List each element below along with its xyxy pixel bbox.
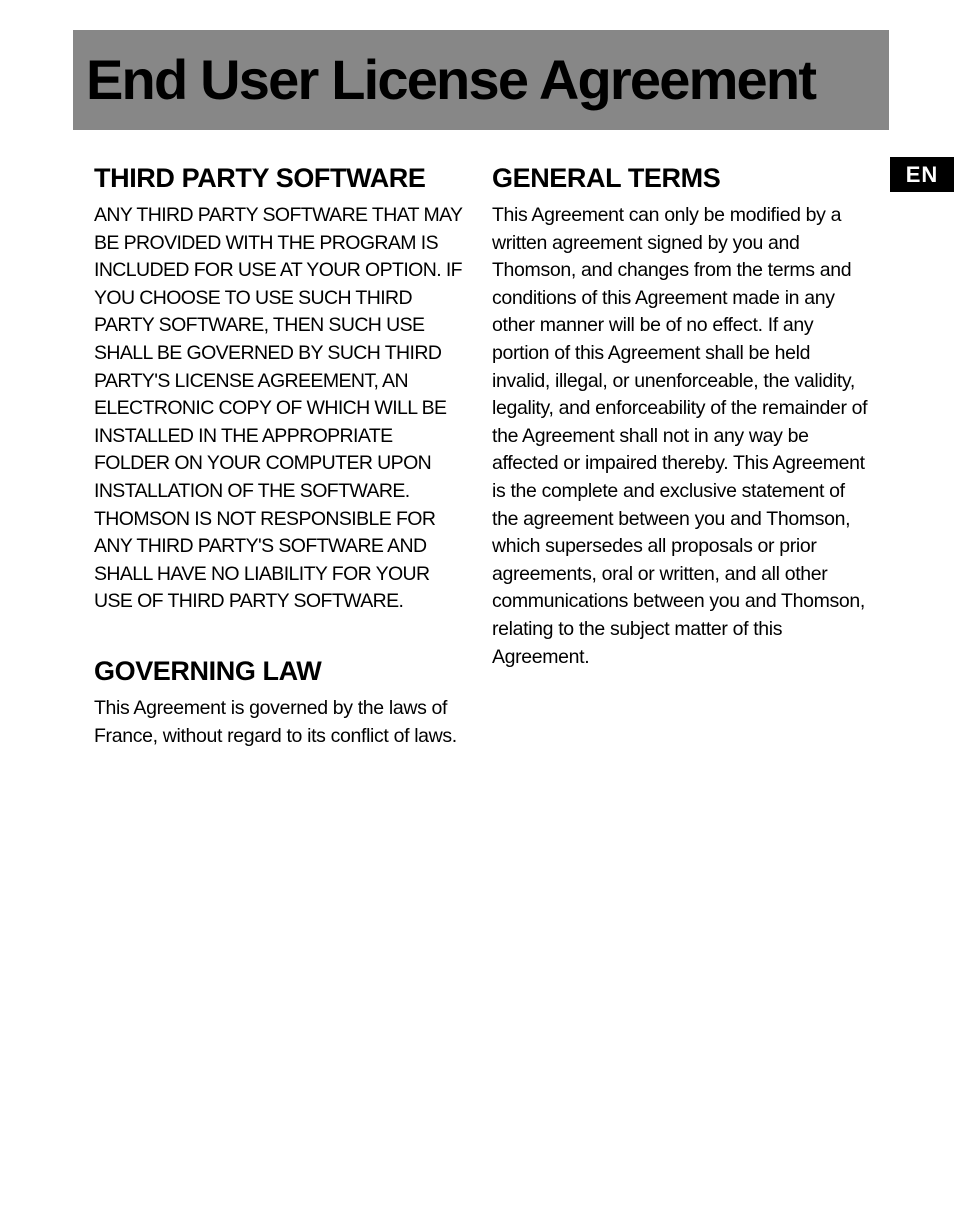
section-general-terms <box>492 162 870 671</box>
section-third-party-software <box>94 162 472 616</box>
section-heading-third-party-software: THIRD PARTY SOFTWARE <box>94 163 426 193</box>
section-body-general-terms: This Agreement can only be modified by a written agreement signed by you and Thomson, and changes from the terms and conditions of this Agreement made in any other manner will be of no effect. If any portion of this Agreement shall be held invalid, illegal, or unenforceable, the validity, legality, and enforceability of the remainder of the Agreement shall not in any way be affected or impaired thereby. This Agreement is the complete and exclusive statement of the agreement between you and Thomson, which supersedes all proposals or prior agreements, oral or written, and all other communications between you and Thomson, relating to the subject matter of this Agreement. <box>492 204 868 668</box>
left-column <box>94 162 472 750</box>
language-tab: EN <box>890 157 954 192</box>
section-body-governing-law: This Agreement is governed by the laws of France, without regard to its conflict of laws. <box>94 696 457 747</box>
section-governing-law <box>94 655 472 750</box>
section-body-third-party-software: ANY THIRD PARTY SOFTWARE THAT MAY BE PROVIDED WITH THE PROGRAM IS INCLUDED FOR USE AT YOUR OPTION. IF YOU CHOOSE TO USE SUCH THIRD PARTY SOFTWARE, THEN SUCH USE SHALL BE GOVERNED BY SUCH THIRD PARTY'S LICENSE AGREEMENT, AN ELECTRONIC COPY OF WHICH WILL BE INSTALLED IN THE APPROPRIATE FOLDER ON YOUR COMPUTER UPON INSTALLATION OF THE SOFTWARE. THOMSON IS NOT RESPONSIBLE FOR ANY THIRD PARTY'S SOFTWARE AND SHALL HAVE NO LIABILITY FOR YOUR USE OF THIRD PARTY SOFTWARE. <box>94 204 463 613</box>
page-title: End User License Agreement <box>86 48 816 111</box>
title-banner <box>73 30 889 130</box>
section-heading-general-terms: GENERAL TERMS <box>492 163 721 193</box>
section-heading-governing-law: GOVERNING LAW <box>94 655 322 686</box>
right-column <box>492 162 870 671</box>
